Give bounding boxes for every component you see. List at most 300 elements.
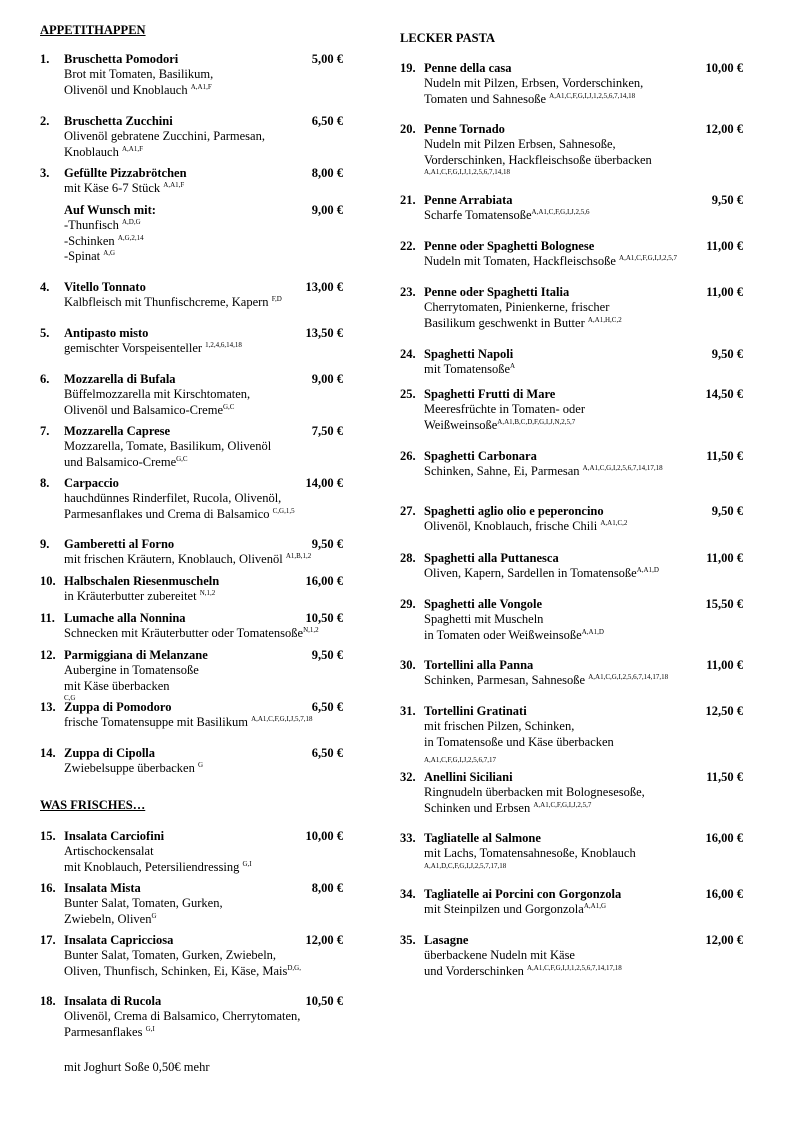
- description-text: überbackene Nudeln mit Käse: [424, 948, 575, 962]
- description-line: [64, 439, 271, 455]
- description-line: [424, 846, 636, 862]
- item-number: 35.: [400, 933, 416, 947]
- description-line: [64, 387, 250, 403]
- description-text: Spaghetti mit Muscheln: [424, 612, 544, 626]
- description-text: Schnecken mit Kräuterbutter oder Tomatensoße: [64, 626, 304, 640]
- allergen-codes: A,A1,C,F,G,I,J,2,5,6,7,17: [424, 756, 496, 764]
- item-name: Penne Arrabiata: [424, 193, 513, 207]
- allergen-line: [424, 168, 652, 177]
- item-price: 5,00 €: [311, 52, 343, 66]
- item-description: [64, 948, 301, 979]
- description-line: [64, 491, 295, 507]
- item-number: 22.: [400, 239, 416, 253]
- description-text: Olivenöl, Knoblauch, frische Chili: [424, 519, 598, 533]
- description-text: und Balsamico-Creme: [64, 454, 177, 469]
- item-price: 10,50 €: [305, 994, 343, 1008]
- item-name: Spaghetti Frutti di Mare: [424, 387, 556, 401]
- item-number: 10.: [40, 574, 56, 588]
- item-number: 24.: [400, 347, 416, 361]
- description-text: Oliven, Thunfisch, Schinken, Ei, Käse, Mais: [64, 963, 288, 978]
- footer-note: mit Joghurt Soße 0,50€ mehr: [64, 1060, 210, 1074]
- item-name: Gefüllte Pizzabrötchen: [64, 166, 187, 180]
- item-name: Lasagne: [424, 933, 469, 947]
- allergen-codes: A,A1,C,F,G,I,J,2,5,6: [531, 208, 590, 216]
- description-text: Nudeln mit Tomaten, Hackfleischsoße: [424, 254, 616, 268]
- option-line: [64, 234, 144, 250]
- allergen-codes: A,A1,C,2: [600, 519, 628, 527]
- item-description: [424, 362, 515, 378]
- allergen-codes: G: [151, 911, 157, 920]
- item-name: Spaghetti alla Puttanesca: [424, 551, 559, 565]
- description-line: [64, 341, 242, 357]
- item-number: 18.: [40, 994, 56, 1008]
- item-description: [64, 1009, 300, 1040]
- item-description: [424, 300, 622, 331]
- item-number: 14.: [40, 746, 56, 760]
- description-line: [424, 418, 585, 434]
- item-number: 9.: [40, 537, 50, 551]
- item-description: [64, 218, 144, 265]
- item-name: Tortellini Gratinati: [424, 704, 527, 718]
- item-name: Bruschetta Pomodori: [64, 52, 179, 66]
- description-line: [64, 1025, 300, 1041]
- description-line: [64, 552, 311, 568]
- item-description: [64, 552, 311, 568]
- description-line: [424, 464, 663, 480]
- item-description: [424, 948, 622, 979]
- description-line: [64, 129, 265, 145]
- item-name: Spaghetti alle Vongole: [424, 597, 543, 611]
- item-price: 6,50 €: [311, 746, 343, 760]
- description-line: [424, 566, 659, 582]
- description-line: [64, 860, 252, 876]
- item-number: 30.: [400, 658, 416, 672]
- allergen-codes: A,A1,C,F,G,I,J,1,2,5,6,7,14,18: [549, 91, 636, 100]
- description-line: [64, 507, 295, 523]
- item-name: Penne oder Spaghetti Italia: [424, 285, 570, 299]
- description-text: Parmesanflakes und Crema di Balsamico: [64, 506, 270, 521]
- description-text: Schinken und Erbsen: [424, 800, 531, 815]
- item-number: 19.: [400, 61, 416, 75]
- description-line: [64, 403, 250, 419]
- item-description: [64, 715, 313, 731]
- item-price: 9,50 €: [311, 537, 343, 551]
- allergen-codes: A,A1,C,G,I,2,5,6,7,14,17,18: [582, 464, 663, 472]
- description-text: frische Tomatensuppe mit Basilikum: [64, 715, 248, 729]
- allergen-codes: A,G: [103, 249, 116, 257]
- description-text: Olivenöl und Balsamico-Creme: [64, 402, 223, 417]
- item-description: [424, 902, 606, 918]
- description-line: [64, 83, 213, 99]
- description-text: Basilikum geschwenkt in Butter: [424, 315, 585, 330]
- description-text: Büffelmozzarella mit Kirschtomaten,: [64, 387, 251, 401]
- description-line: [424, 628, 604, 644]
- item-price: 15,50 €: [705, 597, 743, 611]
- item-number: 5.: [40, 326, 50, 340]
- item-price: 7,50 €: [311, 424, 343, 438]
- description-line: [424, 673, 668, 689]
- description-text: Zwiebelsuppe überbacken: [64, 761, 195, 775]
- item-price: 11,00 €: [706, 285, 743, 299]
- allergen-codes: A,A1,F: [163, 181, 185, 189]
- description-text: Brot mit Tomaten, Basilikum,: [64, 67, 214, 81]
- allergen-codes: 1,2,4,6,14,18: [205, 341, 242, 349]
- description-text: Parmesanflakes: [64, 1024, 143, 1039]
- allergen-codes: A,A1,D,C,F,G,I,J,2,5,7,17,18: [424, 861, 507, 870]
- allergen-codes: A,A1,C,F,G,I,J,5,7,18: [251, 715, 313, 723]
- allergen-codes: A,A1,C,F,G,I,J,1,2,5,6,7,14,17,18: [527, 963, 622, 972]
- description-text: Knoblauch: [64, 144, 119, 159]
- item-price: 10,50 €: [305, 611, 343, 625]
- allergen-codes: C,G: [64, 694, 76, 702]
- item-price: 8,00 €: [311, 166, 343, 180]
- item-price: 12,50 €: [705, 704, 743, 718]
- item-price: 6,50 €: [311, 114, 343, 128]
- allergen-codes: C,G,1,5: [272, 506, 295, 515]
- description-line: [64, 67, 213, 83]
- description-line: [64, 844, 252, 860]
- description-text: in Tomaten oder Weißweinsoße: [424, 627, 582, 642]
- item-name: Antipasto misto: [64, 326, 149, 340]
- description-text: mit Lachs, Tomatensahnesoße, Knoblauch: [424, 846, 636, 860]
- description-line: [64, 663, 199, 679]
- item-number: 16.: [40, 881, 56, 895]
- description-text: Oliven, Kapern, Sardellen in Tomatensoße: [424, 566, 637, 580]
- description-text: mit Steinpilzen und Gorgonzola: [424, 902, 584, 916]
- item-number: 11.: [40, 611, 55, 625]
- item-number: 27.: [400, 504, 416, 518]
- item-number: 28.: [400, 551, 416, 565]
- item-price: 11,50 €: [706, 449, 743, 463]
- item-description: [64, 663, 199, 703]
- description-line: [64, 896, 223, 912]
- item-name: Parmiggiana di Melanzane: [64, 648, 208, 662]
- item-name: Auf Wunsch mit:: [64, 203, 156, 217]
- option-text: -Schinken: [64, 233, 115, 248]
- allergen-codes: N,1,2: [303, 626, 319, 634]
- item-number: 23.: [400, 285, 416, 299]
- item-price: 16,00 €: [705, 887, 743, 901]
- item-number: 26.: [400, 449, 416, 463]
- item-price: 10,00 €: [705, 61, 743, 75]
- description-line: [64, 964, 301, 980]
- allergen-codes: A,A1,G: [583, 902, 606, 910]
- allergen-codes: A,A1,B,C,D,F,G,I,J,N,2,5,7: [497, 417, 576, 426]
- item-name: Insalata di Rucola: [64, 994, 162, 1008]
- description-line: [64, 455, 271, 471]
- item-name: Spaghetti aglio olio e peperoncino: [424, 504, 604, 518]
- item-name: Zuppa di Pomodoro: [64, 700, 172, 714]
- section-heading-appetizers: APPETITHAPPEN: [40, 23, 146, 37]
- item-price: 12,00 €: [705, 933, 743, 947]
- description-text: Cherrytomaten, Pinienkerne, frischer: [424, 300, 610, 314]
- item-name: Penne Tornado: [424, 122, 505, 136]
- description-line: [64, 948, 301, 964]
- description-text: mit Tomatensoße: [424, 362, 511, 376]
- allergen-codes: G,I: [242, 859, 252, 868]
- section-heading-pasta: LECKER PASTA: [400, 31, 496, 45]
- description-line: [64, 145, 265, 161]
- description-text: mit Käse 6-7 Stück: [64, 181, 161, 195]
- allergen-codes: N,1,2: [199, 589, 216, 597]
- option-line: [64, 218, 144, 234]
- item-number: 33.: [400, 831, 416, 845]
- item-description: [424, 76, 643, 107]
- item-description: [64, 844, 252, 875]
- description-line: [424, 137, 652, 153]
- description-text: Nudeln mit Pilzen Erbsen, Sahnesoße,: [424, 137, 616, 151]
- allergen-codes: A,D,G: [121, 218, 141, 226]
- allergen-codes: F,D: [271, 295, 282, 303]
- description-line: [64, 1009, 300, 1025]
- item-description: [64, 387, 250, 418]
- item-description: [424, 673, 668, 689]
- item-price: 8,00 €: [311, 881, 343, 895]
- item-price: 16,00 €: [705, 831, 743, 845]
- item-name: Anellini Siciliani: [424, 770, 513, 784]
- item-number: 25.: [400, 387, 416, 401]
- item-description: [64, 341, 242, 357]
- description-line: [64, 589, 215, 605]
- description-line: [424, 153, 652, 169]
- item-price: 11,00 €: [706, 658, 743, 672]
- allergen-codes: A,A1,H,C,2: [587, 315, 622, 324]
- item-number: 8.: [40, 476, 50, 490]
- description-text: mit frischen Kräutern, Knoblauch, Olivenöl: [64, 552, 283, 566]
- description-line: [424, 801, 645, 817]
- allergen-line: [424, 862, 636, 871]
- item-name: Halbschalen Riesenmuscheln: [64, 574, 220, 588]
- item-price: 9,00 €: [311, 372, 343, 386]
- item-description: [424, 464, 663, 480]
- description-line: [64, 761, 203, 777]
- description-text: Vorderschinken, Hackfleischsoße überbacken: [424, 152, 652, 167]
- description-line: [64, 181, 184, 197]
- item-description: [64, 761, 203, 777]
- item-price: 9,00 €: [311, 203, 343, 217]
- item-number: 17.: [40, 933, 56, 947]
- description-text: mit Käse überbacken: [64, 678, 170, 693]
- item-price: 16,00 €: [305, 574, 343, 588]
- description-text: Schinken, Parmesan, Sahnesoße: [424, 673, 586, 687]
- description-text: mit frischen Pilzen, Schinken,: [424, 719, 575, 733]
- item-price: 9,50 €: [311, 648, 343, 662]
- section-heading-salads: WAS FRISCHES…: [40, 798, 146, 812]
- item-price: 11,00 €: [706, 239, 743, 253]
- item-description: [424, 402, 585, 433]
- item-number: 3.: [40, 166, 50, 180]
- option-text: -Spinat: [64, 249, 101, 263]
- description-text: Nudeln mit Pilzen, Erbsen, Vorderschinken,: [424, 76, 644, 90]
- description-text: Tomaten und Sahnesoße: [424, 91, 547, 106]
- item-name: Tagliatelle al Salmone: [424, 831, 541, 845]
- item-name: Lumache alla Nonnina: [64, 611, 186, 625]
- description-line: [424, 362, 515, 378]
- allergen-codes: A,A1,F: [190, 82, 212, 91]
- allergen-codes: A,A1,C,F,G,I,J,1,2,5,6,7,14,18: [424, 168, 510, 176]
- item-description: [64, 129, 265, 160]
- item-description: [424, 785, 645, 816]
- item-price: 12,00 €: [705, 122, 743, 136]
- allergen-codes: D,G,: [287, 963, 301, 972]
- description-text: Olivenöl und Knoblauch: [64, 82, 188, 97]
- item-description: [64, 626, 319, 642]
- item-price: 9,50 €: [711, 347, 743, 361]
- item-description: [64, 491, 295, 522]
- item-price: 6,50 €: [311, 700, 343, 714]
- item-name: Vitello Tonnato: [64, 280, 146, 294]
- allergen-codes: G,C: [223, 402, 235, 411]
- description-line: [424, 735, 614, 751]
- description-text: gemischter Vorspeisenteller: [64, 341, 203, 355]
- item-description: [64, 589, 215, 605]
- description-text: Bunter Salat, Tomaten, Gurken,: [64, 896, 223, 910]
- item-price: 14,00 €: [305, 476, 343, 490]
- item-name: Spaghetti Carbonara: [424, 449, 537, 463]
- item-number: 32.: [400, 770, 416, 784]
- item-description: [424, 566, 659, 582]
- description-text: Zwiebeln, Oliven: [64, 911, 152, 926]
- item-number: 34.: [400, 887, 416, 901]
- description-line: [424, 902, 606, 918]
- item-name: Carpaccio: [64, 476, 119, 490]
- item-description: [64, 67, 213, 98]
- description-text: Aubergine in Tomatensoße: [64, 663, 199, 677]
- description-line: [424, 519, 627, 535]
- description-line: [424, 785, 645, 801]
- item-price: 11,00 €: [706, 551, 743, 565]
- description-text: Weißweinsoße: [424, 417, 498, 432]
- description-text: hauchdünnes Rinderfilet, Rucola, Olivenöl,: [64, 491, 282, 505]
- item-description: [424, 208, 590, 224]
- item-description: [424, 519, 627, 535]
- item-name: Tagliatelle ai Porcini con Gorgonzola: [424, 887, 622, 901]
- description-text: Kalbfleisch mit Thunfischcreme, Kapern: [64, 295, 269, 309]
- item-description: [424, 612, 604, 643]
- item-price: 13,50 €: [305, 326, 343, 340]
- item-number: 12.: [40, 648, 56, 662]
- description-line: [424, 719, 614, 735]
- description-line: [424, 612, 604, 628]
- allergen-codes: G: [197, 761, 204, 769]
- description-line: [424, 402, 585, 418]
- item-name: Zuppa di Cipolla: [64, 746, 156, 760]
- item-price: 13,00 €: [305, 280, 343, 294]
- item-name: Spaghetti Napoli: [424, 347, 514, 361]
- item-price: 12,00 €: [305, 933, 343, 947]
- description-line: [64, 715, 313, 731]
- description-line: [64, 295, 282, 311]
- description-line: [424, 254, 677, 270]
- item-description: [424, 254, 677, 270]
- allergen-codes: A,A1,C,F,G,I,J,2,5,7: [619, 254, 678, 262]
- description-text: Ringnudeln überbacken mit Bolognesesoße,: [424, 785, 645, 799]
- description-text: Bunter Salat, Tomaten, Gurken, Zwiebeln,: [64, 948, 277, 962]
- item-name: Mozzarella di Bufala: [64, 372, 176, 386]
- option-text: -Thunfisch: [64, 218, 119, 232]
- description-line: [64, 912, 223, 928]
- item-name: Bruschetta Zucchini: [64, 114, 173, 128]
- allergen-codes: G,C: [176, 454, 188, 463]
- item-description: [64, 295, 282, 311]
- item-name: Tortellini alla Panna: [424, 658, 534, 672]
- description-line: [424, 300, 622, 316]
- description-text: Meeresfrüchte in Tomaten- oder: [424, 402, 585, 416]
- description-text: Olivenöl, Crema di Balsamico, Cherrytomaten,: [64, 1009, 301, 1023]
- item-price: 11,50 €: [706, 770, 743, 784]
- allergen-codes: A,G,2,14: [117, 233, 144, 242]
- item-description: [64, 439, 271, 470]
- item-price: 9,50 €: [711, 193, 743, 207]
- option-line: [64, 249, 144, 265]
- item-description: [424, 719, 614, 765]
- allergen-codes: G,I: [145, 1024, 155, 1033]
- item-name: Penne oder Spaghetti Bolognese: [424, 239, 595, 253]
- item-name: Insalata Mista: [64, 881, 141, 895]
- description-line: [64, 626, 319, 642]
- item-description: [64, 896, 223, 927]
- item-number: 13.: [40, 700, 56, 714]
- allergen-codes: A,A1,D: [636, 566, 659, 574]
- item-number: 4.: [40, 280, 50, 294]
- item-number: 6.: [40, 372, 50, 386]
- item-name: Mozzarella Caprese: [64, 424, 171, 438]
- item-price: 10,00 €: [305, 829, 343, 843]
- item-description: [424, 137, 652, 177]
- allergen-codes: A,A1,C,G,I,2,5,6,7,14,17,18: [588, 673, 669, 681]
- item-price: 14,50 €: [705, 387, 743, 401]
- item-number: 15.: [40, 829, 56, 843]
- item-number: 2.: [40, 114, 50, 128]
- description-line: [424, 208, 590, 224]
- item-number: 20.: [400, 122, 416, 136]
- allergen-codes: A,A1,C,F,G,I,J,2,5,7: [533, 800, 592, 809]
- item-description: [424, 846, 636, 871]
- description-text: in Kräuterbutter zubereitet: [64, 589, 197, 603]
- allergen-codes: A1,B,1,2: [285, 552, 312, 560]
- description-line: [424, 948, 622, 964]
- description-text: mit Knoblauch, Petersiliendressing: [64, 859, 240, 874]
- description-text: Schinken, Sahne, Ei, Parmesan: [424, 464, 580, 478]
- allergen-codes: A,A1,F: [121, 144, 143, 153]
- item-description: [64, 181, 184, 197]
- item-number: 1.: [40, 52, 50, 66]
- description-text: Mozzarella, Tomate, Basilikum, Olivenöl: [64, 439, 272, 453]
- item-name: Insalata Carciofini: [64, 829, 165, 843]
- description-text: und Vorderschinken: [424, 963, 524, 978]
- allergen-codes: A,A1,D: [581, 627, 604, 636]
- description-line: [424, 964, 622, 980]
- description-text: Artischockensalat: [64, 844, 154, 858]
- description-line: [424, 92, 643, 108]
- item-number: 7.: [40, 424, 50, 438]
- description-text: Scharfe Tomatensoße: [424, 208, 532, 222]
- item-number: 29.: [400, 597, 416, 611]
- description-text: Olivenöl gebratene Zucchini, Parmesan,: [64, 129, 265, 143]
- allergen-codes: A: [510, 362, 516, 370]
- description-line: [424, 316, 622, 332]
- item-price: 9,50 €: [711, 504, 743, 518]
- item-number: 21.: [400, 193, 416, 207]
- item-name: Penne della casa: [424, 61, 512, 75]
- description-text: in Tomatensoße und Käse überbacken: [424, 734, 614, 749]
- description-line: [64, 679, 199, 695]
- item-name: Gamberetti al Forno: [64, 537, 175, 551]
- item-name: Insalata Capricciosa: [64, 933, 174, 947]
- allergen-line: [424, 756, 614, 765]
- description-line: [424, 76, 643, 92]
- item-number: 31.: [400, 704, 416, 718]
